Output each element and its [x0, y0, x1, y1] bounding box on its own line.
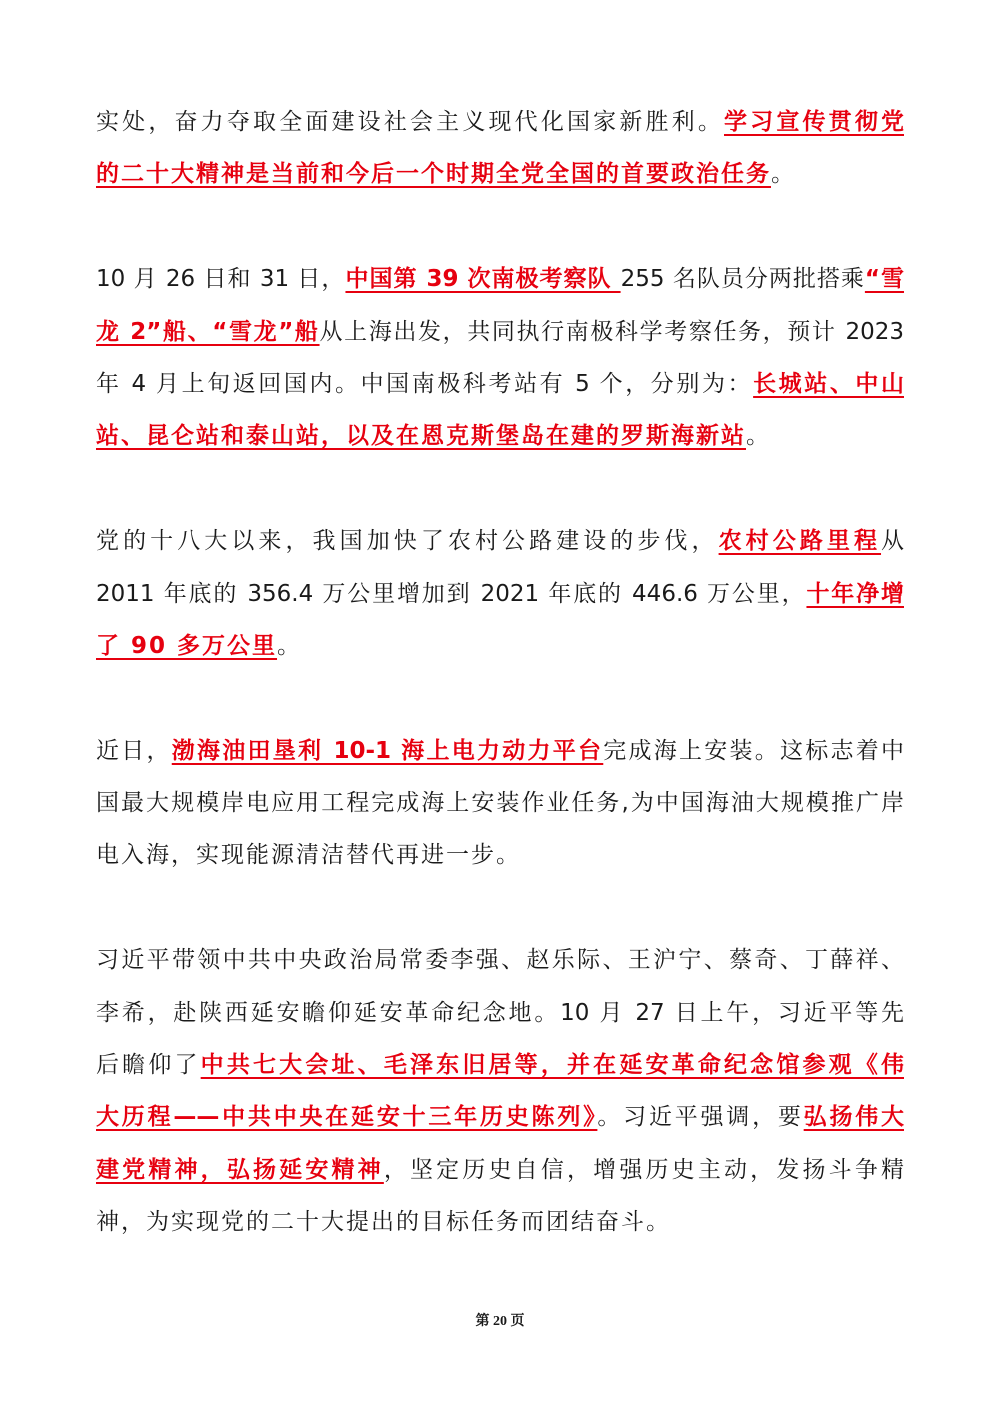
text-segment: 实处，奋力夺取全面建设社会主义现代化国家新胜利。 [96, 109, 724, 135]
paragraph-antarctic-expedition [96, 253, 904, 463]
text-segment: 电入海，实现能源清洁替代再进一步。 [96, 842, 521, 869]
highlighted-text: 中共七大会址、毛泽东旧居等，并在延安革命纪念馆参观《伟 [200, 1052, 904, 1079]
text-segment: 从 [881, 528, 904, 555]
page-number: 第 20 页 [475, 1314, 525, 1329]
text-line [96, 410, 904, 462]
text-segment: 国最大规模岸电应用工程完成海上安装作业任务,为中国海油大规模推广岸 [96, 790, 904, 817]
highlighted-text: 弘扬伟大 [803, 1104, 904, 1131]
highlighted-text: 十年净增 [806, 580, 904, 607]
text-line [96, 253, 904, 305]
text-line [96, 829, 904, 881]
highlighted-text: 长城站、中山 [753, 370, 904, 397]
text-segment: 从上海出发，共同执行南极科学考察任务，预计 2023 [319, 318, 904, 345]
text-line [96, 306, 904, 358]
paragraph-offshore-power [96, 725, 904, 882]
text-line [96, 1091, 904, 1143]
text-segment: 李希，赴陕西延安瞻仰延安革命纪念地。10 月 27 日上午，习近平等先 [96, 999, 904, 1026]
highlighted-text: “雪 [864, 266, 904, 293]
text-segment: 党的十八大以来，我国加快了农村公路建设的步伐， [96, 528, 719, 555]
text-segment: 神，为实现党的二十大提出的目标任务而团结奋斗。 [96, 1209, 671, 1236]
highlighted-text: 农村公路里程 [718, 528, 882, 555]
paragraph-party-congress [96, 96, 904, 201]
text-segment: 年 4 月上旬返回国内。中国南极科考站有 5 个，分别为： [96, 370, 754, 397]
text-line [96, 515, 904, 567]
highlighted-text: 学习宣传贯彻党 [724, 109, 904, 135]
text-line [96, 148, 904, 200]
text-segment: ，坚定历史自信，增强历史主动，发扬斗争精 [383, 1156, 904, 1183]
highlighted-text: 建党精神，弘扬延安精神 [96, 1156, 384, 1183]
text-segment: 。习近平强调，要 [597, 1104, 804, 1131]
paragraph-yanan-visit [96, 934, 904, 1248]
highlighted-text: 的二十大精神是当前和今后一个时期全党全国的首要政治任务 [96, 161, 771, 188]
text-line [96, 1196, 904, 1248]
text-line [96, 934, 904, 986]
text-line [96, 987, 904, 1039]
text-segment: 完成海上安装。这标志着中 [603, 737, 904, 764]
text-segment: 近日， [96, 737, 172, 764]
text-line [96, 568, 904, 620]
paragraph-rural-roads [96, 515, 904, 672]
highlighted-text: 中国第 39 次南极考察队 [345, 266, 621, 293]
text-line [96, 777, 904, 829]
highlighted-text: 了 90 多万公里 [96, 632, 278, 659]
text-line [96, 620, 904, 672]
text-segment: 。 [277, 632, 303, 659]
text-segment: 。 [746, 423, 771, 450]
text-line [96, 725, 904, 777]
text-segment: 2011 年底的 356.4 万公里增加到 2021 年底的 446.6 万公里， [96, 580, 807, 607]
text-segment: 255 名队员分两批搭乘 [620, 266, 865, 293]
highlighted-text: 渤海油田垦利 10-1 海上电力动力平台 [171, 737, 604, 764]
text-line [96, 1039, 904, 1091]
highlighted-text: 大历程——中共中央在延安十三年历史陈列》 [96, 1104, 598, 1131]
text-line [96, 1144, 904, 1196]
text-segment: 10 月 26 日和 31 日， [96, 266, 346, 293]
text-segment: 后瞻仰了 [96, 1052, 201, 1079]
text-segment: 习近平带领中共中央政治局常委李强、赵乐际、王沪宁、蔡奇、丁薛祥、 [96, 947, 904, 974]
highlighted-text: 龙 2”船、“雪龙”船 [96, 318, 320, 345]
document-body [96, 96, 904, 1301]
highlighted-text: 站、昆仑站和泰山站，以及在恩克斯堡岛在建的罗斯海新站 [96, 423, 746, 450]
text-line [96, 358, 904, 410]
text-segment: 。 [771, 161, 796, 188]
text-line [96, 96, 904, 148]
